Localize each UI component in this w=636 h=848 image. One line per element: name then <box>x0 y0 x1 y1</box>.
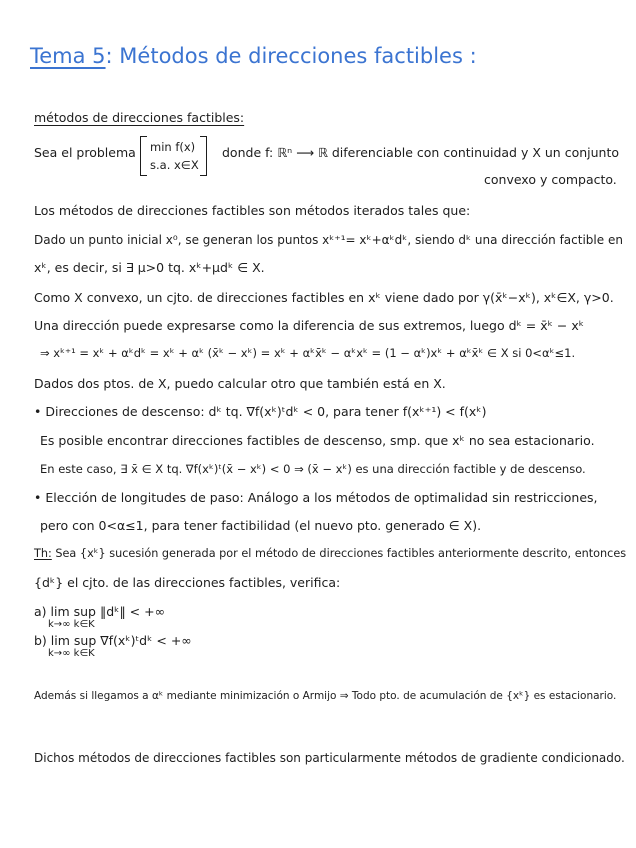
text-line: • Direcciones de descenso: dᵏ tq. ∇f(xᵏ)ᵗdᵏ < 0, para tener f(xᵏ⁺¹) < f(xᵏ) <box>34 404 487 419</box>
theorem-line <box>34 547 626 560</box>
text-line: Como X convexo, un cjto. de direcciones factibles en xᵏ viene dado por γ(x̄ᵏ−xᵏ), xᵏ∈X, γ>0. <box>34 290 614 305</box>
condition-a: a) lim sup ‖dᵏ‖ < +∞ <box>34 604 166 619</box>
text-line: Dichos métodos de direcciones factibles son particularmente métodos de gradiente condicionado. <box>34 751 625 765</box>
theorem-text: Sea {xᵏ} sucesión generada por el método de direcciones factibles anteriormente descrito, entonces <box>51 547 627 560</box>
text-line: {dᵏ} el cjto. de las direcciones factibles, verifica: <box>34 575 341 590</box>
text-line: pero con 0<α≤1, para tener factibilidad (el nuevo pto. generado ∈ X). <box>40 518 482 533</box>
text-line: Una dirección puede expresarse como la diferencia de sus extremos, luego dᵏ = x̄ᵏ − xᵏ <box>34 318 585 333</box>
condition-a-sub: k→∞ k∈K <box>48 619 95 630</box>
page-title <box>30 44 477 68</box>
section-heading: métodos de direcciones factibles: <box>34 110 245 125</box>
problem-objective: min f(x) <box>150 140 196 154</box>
right-bracket <box>200 136 207 176</box>
problem-description-end: convexo y compacto. <box>484 172 617 187</box>
condition-b-sub: k→∞ k∈K <box>48 648 95 659</box>
text-line: Dados dos ptos. de X, puedo calcular otro que también está en X. <box>34 376 446 391</box>
text-line: En este caso, ∃ x̄ ∈ X tq. ∇f(xᵏ)ᵗ(x̄ − xᵏ) < 0 ⇒ (x̄ − xᵏ) es una dirección factible y de descenso. <box>40 462 586 476</box>
text-line: Es posible encontrar direcciones factibles de descenso, smp. que xᵏ no sea estacionario. <box>40 433 595 448</box>
problem-lead: Sea el problema <box>34 145 136 160</box>
problem-description: donde f: ℝⁿ ⟶ ℝ diferenciable con continuidad y X un conjunto <box>222 145 620 160</box>
text-line: Los métodos de direcciones factibles son métodos iterados tales que: <box>34 203 471 218</box>
text-line: Además si llegamos a αᵏ mediante minimización o Armijo ⇒ Todo pto. de acumulación de {xᵏ} es estacionario. <box>34 690 617 702</box>
title-prefix: Tema 5 <box>30 44 106 68</box>
text-line: • Elección de longitudes de paso: Análogo a los métodos de optimalidad sin restricciones, <box>34 490 598 505</box>
condition-b: b) lim sup ∇f(xᵏ)ᵗdᵏ < +∞ <box>34 633 192 648</box>
title-rest: : Métodos de direcciones factibles : <box>105 44 477 68</box>
problem-constraint: s.a. x∈X <box>150 158 199 172</box>
left-bracket <box>140 136 147 176</box>
text-line: ⇒ xᵏ⁺¹ = xᵏ + αᵏdᵏ = xᵏ + αᵏ (x̄ᵏ − xᵏ) = xᵏ + αᵏx̄ᵏ − αᵏxᵏ = (1 − αᵏ)xᵏ + αᵏx̄ᵏ ∈ X si 0<αᵏ≤1. <box>40 346 576 360</box>
text-line: Dado un punto inicial x⁰, se generan los puntos xᵏ⁺¹= xᵏ+αᵏdᵏ, siendo dᵏ una dirección factible en <box>34 233 623 247</box>
text-line: xᵏ, es decir, si ∃ μ>0 tq. xᵏ+μdᵏ ∈ X. <box>34 260 265 275</box>
theorem-label: Th: <box>34 547 52 560</box>
